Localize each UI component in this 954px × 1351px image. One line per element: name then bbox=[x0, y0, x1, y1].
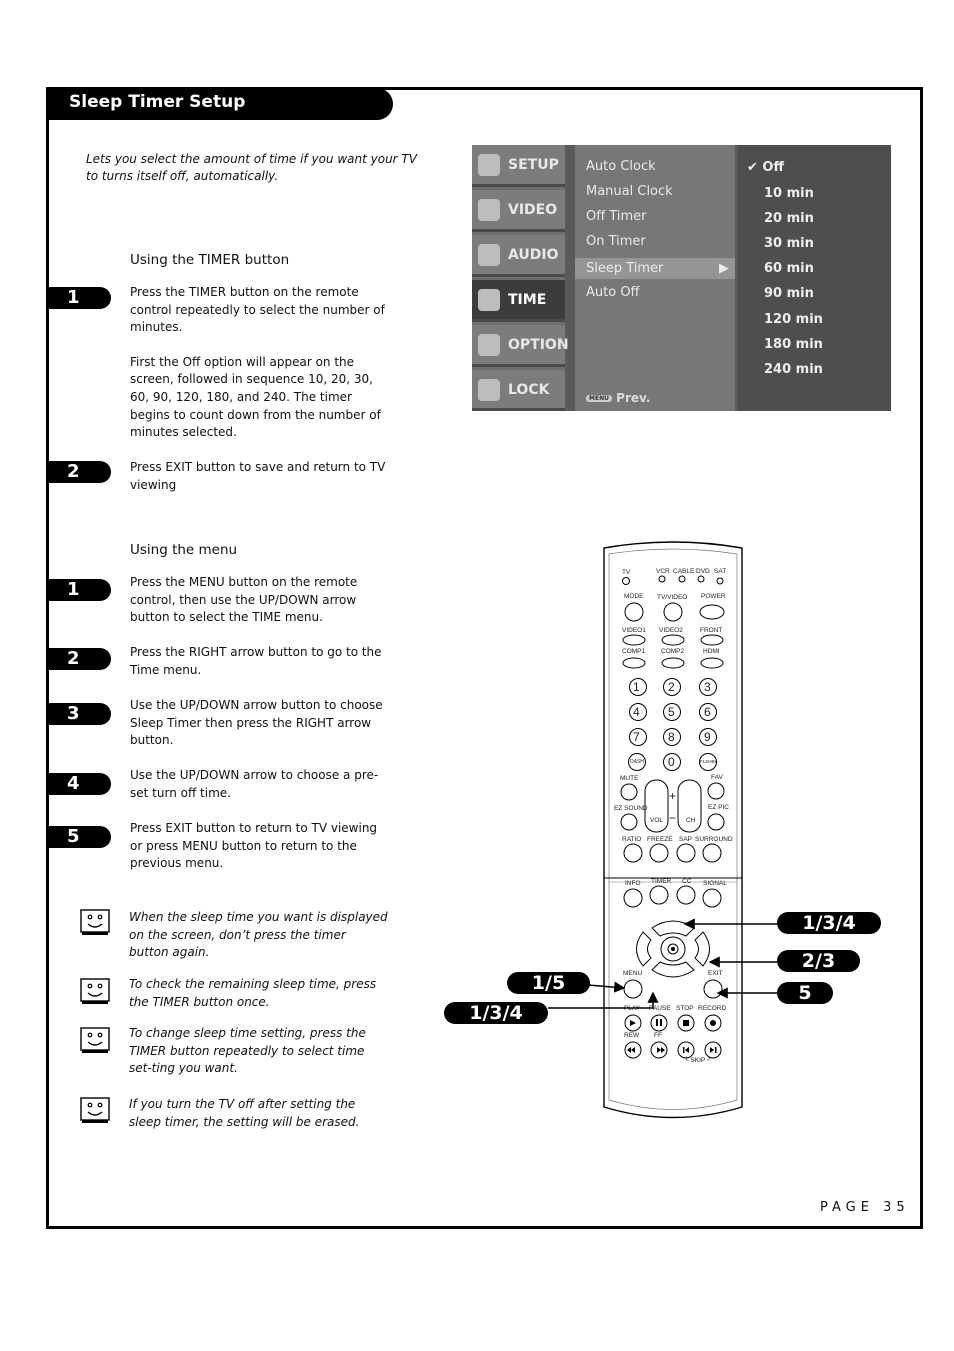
dash-button[interactable]: DASH bbox=[630, 759, 644, 765]
callout-arrows bbox=[540, 915, 790, 1025]
remote-label: PLAY bbox=[624, 1005, 641, 1012]
osd-option: 60 min bbox=[764, 261, 814, 276]
remote-label: SURROUND bbox=[695, 836, 733, 843]
remote-label: SAP bbox=[679, 836, 693, 843]
remote-label: VIDEO1 bbox=[622, 627, 646, 634]
digit-6-button[interactable]: 6 bbox=[704, 705, 711, 719]
callout-label: 1/3/4 bbox=[777, 912, 881, 934]
remote-label: TV/VIDEO bbox=[657, 594, 688, 601]
digit-0-button[interactable]: 0 bbox=[668, 755, 675, 769]
osd-option: 10 min bbox=[764, 186, 814, 201]
digit-3-button[interactable]: 3 bbox=[704, 680, 711, 694]
clock-icon bbox=[478, 289, 500, 311]
note-face-icon bbox=[80, 1027, 110, 1053]
page-title: Sleep Timer Setup bbox=[47, 88, 393, 120]
digit-9-button[interactable]: 9 bbox=[704, 730, 711, 744]
step-text: Press the RIGHT arrow button to go to the Time menu. bbox=[130, 645, 382, 677]
remote-label: TIMER bbox=[651, 878, 672, 885]
osd-category-label: VIDEO bbox=[508, 202, 558, 218]
callout-label: 1/5 bbox=[507, 972, 590, 994]
osd-option: 180 min bbox=[764, 337, 823, 352]
callout-label: 2/3 bbox=[777, 950, 860, 972]
step-text: Use the UP/DOWN arrow button to choose Sleep Timer then press the RIGHT arrow button. bbox=[130, 698, 383, 748]
osd-menu-item: Off Timer bbox=[586, 209, 647, 224]
remote-label: DVD bbox=[696, 568, 710, 575]
satellite-icon bbox=[478, 154, 500, 176]
note-text: To change sleep time setting, press the TIMER button repeatedly to select time set-ting you want. bbox=[129, 1026, 366, 1076]
remote-label: CABLE bbox=[673, 568, 695, 575]
osd-time-menu bbox=[472, 145, 891, 411]
osd-option-selected: ✔ Off bbox=[747, 160, 785, 175]
osd-menu-item-selected bbox=[575, 258, 735, 279]
step-badge: 1 bbox=[47, 287, 111, 309]
note-text: To check the remaining sleep time, press the TIMER button once. bbox=[129, 977, 377, 1009]
remote-label: VCR bbox=[656, 568, 670, 575]
osd-menu-item: Manual Clock bbox=[586, 184, 673, 199]
step-badge: 1 bbox=[47, 579, 111, 601]
remote-label: CC bbox=[682, 878, 692, 885]
tv-icon bbox=[478, 199, 500, 221]
osd-category-label: TIME bbox=[508, 292, 547, 308]
note-face-icon bbox=[80, 978, 110, 1004]
wrench-icon bbox=[478, 334, 500, 356]
lock-icon bbox=[478, 379, 500, 401]
step-text: Press EXIT button to save and return to TV viewing bbox=[130, 460, 386, 492]
vol-label: VOL bbox=[650, 817, 664, 824]
minus-label: − bbox=[669, 811, 677, 825]
osd-prev-label: Prev. bbox=[616, 391, 651, 405]
section-heading-timer: Using the TIMER button bbox=[130, 252, 290, 268]
step-badge: 5 bbox=[47, 826, 111, 848]
osd-menu-column bbox=[575, 145, 735, 411]
remote-label: RATIO bbox=[622, 836, 642, 843]
osd-category-label: SETUP bbox=[508, 157, 559, 173]
osd-category-column bbox=[472, 145, 569, 411]
remote-label: REW bbox=[624, 1032, 640, 1039]
remote-label: TV bbox=[622, 569, 631, 576]
digit-7-button[interactable]: 7 bbox=[633, 730, 640, 744]
remote-label: RECORD bbox=[698, 1005, 727, 1012]
remote-label: POWER bbox=[701, 593, 726, 600]
remote-label: MENU bbox=[623, 970, 643, 977]
remote-label: EXIT bbox=[708, 970, 723, 977]
remote-label: └ SKIP ┘ bbox=[684, 1057, 712, 1064]
digit-8-button[interactable]: 8 bbox=[668, 730, 675, 744]
intro-text: Lets you select the amount of time if you want your TV to turns itself off, automatically. bbox=[86, 152, 417, 183]
remote-label: COMP2 bbox=[661, 648, 685, 655]
osd-category-label: LOCK bbox=[508, 382, 550, 398]
osd-option: 20 min bbox=[764, 211, 814, 226]
osd-menu-item: Auto Off bbox=[586, 285, 640, 300]
osd-category-audio bbox=[472, 235, 565, 277]
osd-category-time bbox=[472, 280, 565, 322]
remote-label: COMP1 bbox=[622, 648, 646, 655]
callout-label: 1/3/4 bbox=[444, 1002, 548, 1024]
speaker-icon bbox=[478, 244, 500, 266]
step-badge: 4 bbox=[47, 773, 111, 795]
osd-prev-hint bbox=[586, 391, 650, 405]
osd-category-setup bbox=[472, 145, 565, 187]
step-text: Press EXIT button to return to TV viewing or press MENU button to return to the previous menu. bbox=[130, 821, 378, 871]
remote-label: FREEZE bbox=[647, 836, 673, 843]
osd-category-label: OPTION bbox=[508, 337, 569, 353]
plus-label: + bbox=[669, 789, 677, 803]
remote-label: FRONT bbox=[700, 627, 723, 634]
remote-label: SAT bbox=[714, 568, 727, 575]
digit-2-button[interactable]: 2 bbox=[668, 680, 675, 694]
callout-label: 5 bbox=[777, 982, 833, 1004]
osd-option: 30 min bbox=[764, 236, 814, 251]
remote-label: VIDEO2 bbox=[659, 627, 683, 634]
osd-category-option bbox=[472, 325, 569, 367]
step-paragraph: First the Off option will appear on the screen, followed in sequence 10, 20, 30, 60, 90, 120, 180, and 240. The timer begins to count down from the number of minutes selected. bbox=[130, 354, 381, 440]
note-text: If you turn the TV off after setting the sleep timer, the setting will be erased. bbox=[129, 1097, 360, 1129]
remote-label: MUTE bbox=[620, 775, 639, 782]
remote-label: MODE bbox=[624, 593, 644, 600]
step-text bbox=[130, 284, 390, 459]
digit-4-button[interactable]: 4 bbox=[633, 705, 640, 719]
section-heading-menu: Using the menu bbox=[130, 542, 238, 558]
osd-options-column bbox=[738, 145, 891, 411]
note-face-icon bbox=[80, 1097, 110, 1123]
arrow-right-icon: ▶ bbox=[719, 261, 729, 276]
flashback-button[interactable]: FLSHBK bbox=[700, 759, 718, 764]
step-badge: 3 bbox=[47, 703, 111, 725]
remote-label: STOP bbox=[676, 1005, 694, 1012]
step-text: Press the MENU button on the remote control, then use the UP/DOWN arrow button to select the TIME menu. bbox=[130, 575, 358, 625]
digit-5-button[interactable]: 5 bbox=[668, 705, 675, 719]
step-badge: 2 bbox=[47, 648, 111, 670]
osd-menu-item: Auto Clock bbox=[586, 159, 656, 174]
step-text: Use the UP/DOWN arrow to choose a pre-set turn off time. bbox=[130, 768, 379, 800]
step-paragraph: Press the TIMER button on the remote control repeatedly to select the number of minutes. bbox=[130, 285, 385, 335]
osd-category-label: AUDIO bbox=[508, 247, 559, 263]
osd-menu-item: On Timer bbox=[586, 234, 646, 249]
remote-label: FF bbox=[654, 1032, 662, 1039]
page-number: PAGE 35 bbox=[820, 1200, 910, 1215]
menu-key-icon: MENU bbox=[586, 395, 612, 402]
osd-category-video bbox=[472, 190, 565, 232]
remote-label: SIGNAL bbox=[703, 880, 727, 887]
ch-label: CH bbox=[686, 817, 696, 824]
remote-label: INFO bbox=[625, 880, 641, 887]
osd-menu-item-label: Sleep Timer bbox=[586, 261, 664, 276]
osd-option: 120 min bbox=[764, 312, 823, 327]
osd-option: 240 min bbox=[764, 362, 823, 377]
step-badge: 2 bbox=[47, 461, 111, 483]
remote-label: PAUSE bbox=[649, 1005, 671, 1012]
osd-option: 90 min bbox=[764, 286, 814, 301]
digit-1-button[interactable]: 1 bbox=[633, 680, 640, 694]
note-face-icon bbox=[80, 909, 110, 935]
note-text: When the sleep time you want is displayed on the screen, don’t press the timer button again. bbox=[129, 910, 388, 960]
remote-label: EZ PIC bbox=[708, 804, 729, 811]
remote-label: EZ SOUND bbox=[614, 805, 648, 812]
remote-label: HDMI bbox=[703, 648, 720, 655]
osd-category-lock bbox=[472, 370, 565, 411]
remote-label: FAV bbox=[711, 774, 723, 781]
